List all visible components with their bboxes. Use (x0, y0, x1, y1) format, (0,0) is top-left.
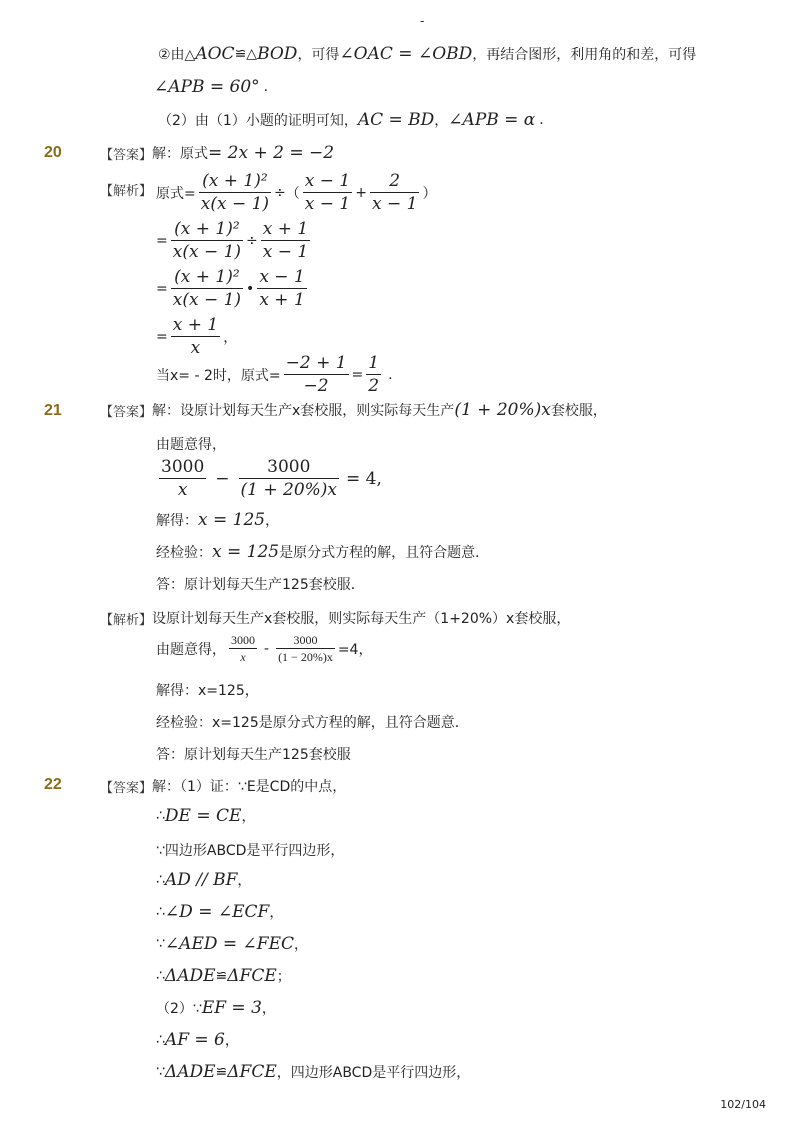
prev-line-2 (154, 77, 268, 97)
q22-line-3: ∵四边形ABCD是平行四边形， (156, 843, 345, 859)
text: ， (261, 1001, 276, 1017)
text: = (156, 232, 168, 249)
q22-line-8 (156, 998, 276, 1018)
text: 解：（1）证：∵E是CD的中点， (152, 779, 347, 795)
fraction (257, 266, 306, 311)
denominator: x(x − 1) (172, 290, 242, 310)
math: = 2x + 2 = −2 (208, 143, 335, 163)
q21-analysis-line-1 (100, 608, 570, 628)
minus-sign: − (215, 468, 230, 489)
q21-answer-line-4 (156, 510, 279, 530)
text: ，再结合图形，利用角的和差，可得 (472, 47, 697, 63)
numerator: −2 + 1 (285, 353, 347, 373)
math: x = 125 (212, 542, 280, 562)
text: . (388, 366, 393, 383)
q21-analysis-line-3: 解得：x=125， (156, 683, 259, 699)
numerator: (x + 1)² (171, 266, 243, 289)
denominator: x − 1 (371, 194, 418, 214)
answer-tag: 【答案】 (100, 147, 153, 163)
q22-line-9 (156, 1030, 239, 1050)
text: 解：原式 (152, 146, 209, 162)
denominator: x − 1 (262, 242, 309, 262)
q22-line-4 (156, 870, 251, 890)
math: DE = CE (164, 806, 242, 826)
math: AOC (195, 44, 235, 64)
fraction (239, 456, 340, 501)
text: ≌△ (234, 46, 258, 62)
text: ， (237, 873, 252, 889)
numerator: x − 1 (259, 267, 305, 287)
text: ，四边形ABCD是平行四边形， (276, 1065, 471, 1081)
text: 当x= - 2时，原式= (156, 367, 281, 384)
q21-answer-line-5 (156, 542, 489, 562)
text: 解：设原计划每天生产x套校服，则实际每天生产 (152, 403, 455, 419)
numerator: 3000 (276, 632, 335, 649)
fraction (159, 456, 206, 501)
divide-sign: ÷ (246, 232, 258, 249)
text: 由题意得， (156, 641, 226, 658)
math: ∠OAC = ∠OBD (339, 44, 473, 64)
fraction (370, 170, 419, 215)
congruent-sign: ≌ (215, 1064, 228, 1080)
math: EF = 3 (201, 998, 262, 1018)
text: ∴ (156, 904, 165, 920)
q21-analysis-equation (156, 632, 372, 665)
text: ∴ (156, 872, 165, 888)
text: ， (224, 1033, 239, 1049)
plus-sign: + (355, 184, 367, 201)
text: ∴ (156, 1032, 165, 1048)
numerator: 3000 (161, 457, 205, 477)
math: BOD (257, 44, 298, 64)
denominator: 2 (368, 376, 380, 396)
denominator: x (190, 338, 201, 358)
fraction (171, 218, 243, 263)
prev-line-1 (158, 44, 696, 64)
fraction (261, 218, 310, 263)
text: ②由△ (158, 47, 196, 63)
question-number-22: 22 (44, 776, 62, 793)
q21-analysis-line-5: 答：原计划每天生产125套校服 (156, 747, 351, 763)
denominator: x (240, 650, 246, 664)
q20-step-5 (156, 352, 393, 397)
numerator: x + 1 (262, 219, 309, 239)
text: ， (223, 329, 238, 346)
text: 原式= (156, 185, 196, 202)
q22-line-5 (156, 902, 283, 922)
q20-step-2 (156, 218, 313, 263)
numerator: (x + 1)² (171, 218, 243, 241)
math: x = 125 (198, 510, 266, 530)
denominator: x(x − 1) (172, 242, 242, 262)
congruent-sign: ≌ (215, 968, 228, 984)
text: ，可得 (297, 47, 340, 63)
math: ∠APB = 60° (154, 77, 260, 97)
q21-answer-line-1 (100, 400, 607, 420)
denominator: (1 − 20%)x (278, 650, 333, 664)
q21-analysis-line-4: 经检验：x=125是原分式方程的解，且符合题意． (156, 715, 469, 731)
text: 解得： (156, 513, 198, 529)
math: ΔADE (164, 1062, 216, 1082)
q20-answer (100, 143, 334, 163)
text: ， (241, 809, 256, 825)
q22-line-10 (156, 1062, 470, 1082)
math: ΔFCE (227, 966, 277, 986)
fraction (284, 352, 349, 397)
q22-line-1 (100, 776, 346, 796)
numerator: (x + 1)² (199, 170, 271, 193)
minus-sign: - (264, 640, 270, 657)
page-number: 102/104 (720, 1098, 766, 1111)
fraction (276, 632, 335, 665)
prev-line-3 (158, 110, 544, 130)
math: = 4, (346, 468, 382, 489)
question-number-20: 20 (44, 144, 62, 161)
dot-sign: • (246, 280, 255, 297)
q21-answer-line-6: 答：原计划每天生产125套校服． (156, 577, 365, 593)
text: 是原分式方程的解，且符合题意． (279, 545, 490, 561)
text: ∴ (156, 968, 165, 984)
math: ΔADE (164, 966, 216, 986)
math: AF = 6 (164, 1030, 225, 1050)
text: ∵ (156, 936, 165, 952)
text: =4， (337, 641, 373, 658)
text: . (539, 112, 544, 128)
text: ∴ (156, 808, 165, 824)
text: ， (294, 937, 308, 953)
numerator: x + 1 (172, 315, 219, 335)
answer-tag: 【答案】 (100, 780, 153, 796)
q20-analysis-tag: 【解析】 (100, 184, 153, 199)
text: 经检验： (156, 545, 212, 561)
numerator: 3000 (239, 456, 340, 479)
text: （2）∵ (156, 1001, 202, 1017)
math: AD // BF (164, 870, 238, 890)
text: 套校服， (550, 403, 607, 419)
math: ΔFCE (227, 1062, 277, 1082)
text: ， (434, 113, 449, 129)
question-number-21: 21 (44, 402, 62, 419)
numerator: 3000 (231, 633, 255, 647)
paren: （ (285, 185, 300, 202)
fraction (171, 266, 243, 311)
text: = (351, 366, 364, 383)
numerator: 2 (370, 170, 419, 193)
analysis-tag: 【解析】 (100, 612, 153, 628)
text: ∵ (156, 1064, 165, 1080)
fraction (229, 632, 257, 665)
q22-line-7 (156, 966, 291, 986)
numerator: 1 (368, 353, 380, 373)
fraction (199, 170, 271, 215)
math: ∠D = ∠ECF (164, 902, 270, 922)
text: = (156, 328, 168, 345)
text: 设原计划每天生产x套校服，则实际每天生产（1+20%）x套校服， (152, 611, 571, 627)
denominator: x − 1 (304, 194, 351, 214)
q22-line-2 (156, 806, 255, 826)
text: （2）由（1）小题的证明可知， (158, 113, 358, 129)
text: ， (265, 513, 280, 529)
math: (1 + 20%)x (454, 400, 551, 420)
divide-sign: ÷ (274, 184, 286, 201)
top-mark: - (420, 14, 425, 28)
paren: ） (422, 185, 437, 202)
math: ∠APB = α (448, 110, 536, 130)
math: ∠AED = ∠FEC (164, 934, 294, 954)
text: . (263, 79, 269, 95)
q21-equation (156, 456, 382, 501)
fraction (303, 170, 352, 215)
math: AC = BD (357, 110, 435, 130)
text: = (156, 280, 168, 297)
denominator: x(x − 1) (200, 194, 270, 214)
q20-step-1 (156, 170, 436, 215)
text: ， (269, 905, 284, 921)
q22-line-6 (156, 934, 308, 954)
denominator: x (177, 480, 188, 500)
denominator: x + 1 (259, 290, 305, 310)
answer-tag: 【答案】 (100, 404, 153, 420)
q21-answer-line-2: 由题意得， (156, 437, 226, 453)
text: ； (276, 969, 291, 985)
numerator: x − 1 (304, 171, 351, 191)
denominator: −2 (303, 376, 329, 396)
denominator: (1 + 20%)x (240, 480, 338, 500)
fraction (366, 352, 381, 397)
q20-step-3 (156, 266, 310, 311)
